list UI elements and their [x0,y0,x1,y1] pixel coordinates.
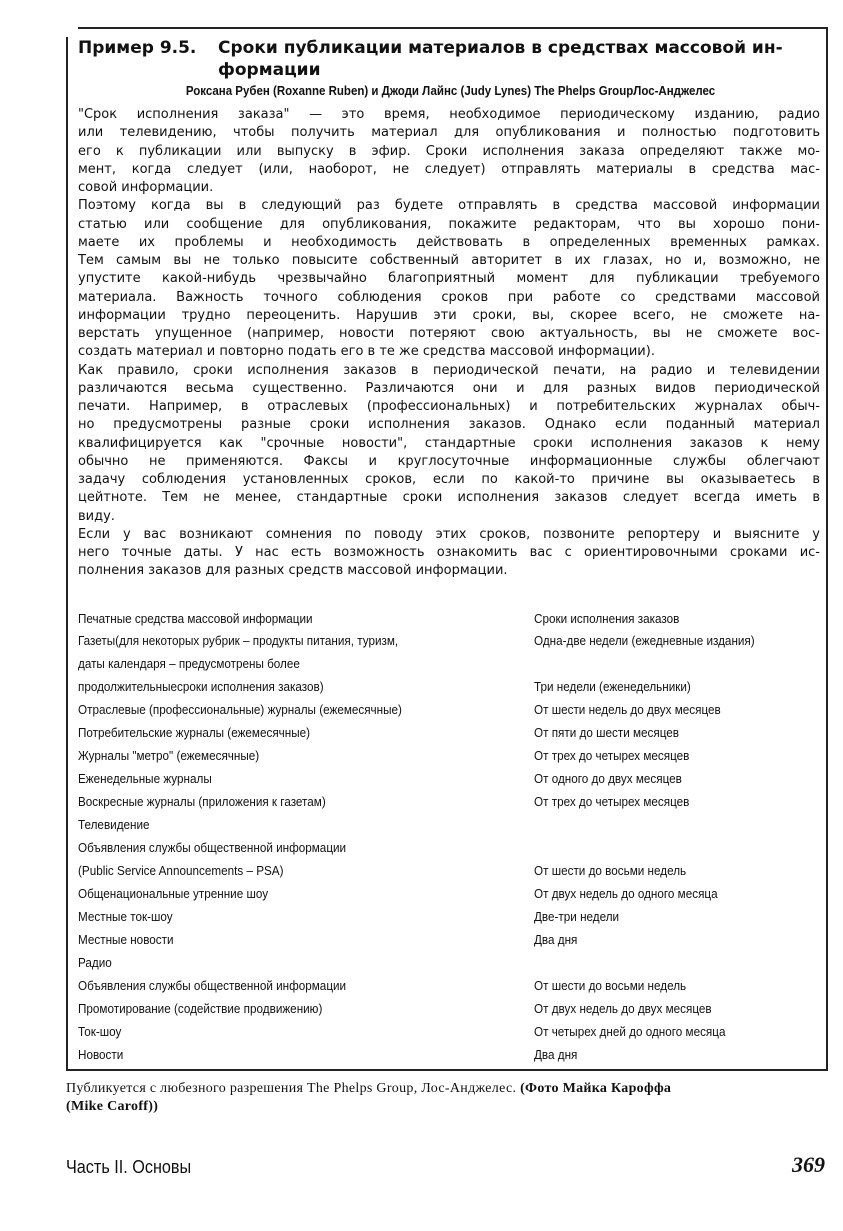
paragraph-line: маете их проблемы и необходимость действовать в определенных временных рамках. [78,234,820,250]
paragraph-line: материала. Важность точного соблюдения сроков при работе со средствами массовой [78,289,820,305]
table-cell-media: Ток-шоу [78,1024,122,1039]
table-cell-deadline: От пяти до шести месяцев [534,725,680,740]
table-row [78,978,823,998]
table-cell-deadline: Две-три недели [534,909,620,924]
paragraph-line: цейтноте. Тем не менее, стандартные сроки исполнения заказов следует всегда иметь в [78,490,820,506]
example-authors: Роксана Рубен (Roxanne Ruben) и Джоди Лайнс (Judy Lynes) The Phelps GroupЛос-Анджелес [185,84,716,98]
paragraph-line: верстать упущенное (например, новости потеряют свою актуальность, вы не сможете вос- [78,326,820,341]
table-row [78,771,823,791]
table-row [78,817,823,837]
table-cell-deadline: От двух недель до одного месяца [534,886,718,901]
figure-caption [66,1080,828,1116]
table-cell-media: Отраслевые (профессиональные) журналы (ежемесячные) [78,702,402,717]
table-cell-media: даты календаря – предусмотрены более [78,656,300,671]
example-title-line1: Сроки публикации материалов в средствах массовой ин- [218,38,783,58]
table-row [78,909,823,929]
caption-text: Публикуется с любезного разрешения The Phelps Group, Лос-Анджелес. [66,1081,517,1096]
paragraph-line: Как правило, сроки исполнения заказов в периодической печати, на радио и телевидении [78,362,820,378]
table-cell-deadline: От одного до двух месяцев [534,771,682,786]
table-row [78,840,823,860]
table-header-deadline: Сроки исполнения заказов [534,611,680,626]
table-cell-media: Общенациональные утренние шоу [78,886,269,901]
table-cell-deadline: От шести до восьми недель [534,978,687,993]
body-paragraph [78,362,820,526]
table-cell-deadline: Одна-две недели (ежедневные издания) [534,633,755,648]
table-cell-media: продолжительныесроки исполнения заказов) [78,679,324,694]
body-paragraph [78,197,820,361]
table-cell-media: Потребительские журналы (ежемесячные) [78,725,311,740]
paragraph-line: квалифицируется как "срочные новости", стандартные сроки исполнения заказов к нему [78,435,820,451]
paragraph-line: статью или сообщение для опубликования, покажите редакторам, что вы хорошо пони- [78,216,820,232]
table-cell-media: Промотирование (содействие продвижению) [78,1001,323,1016]
paragraph-line: создать материал и повторно подать его в те же средства массовой информации). [78,344,655,360]
page-number: 369 [792,1152,825,1177]
body-paragraph [78,526,820,581]
table-cell-media: Газеты(для некоторых рубрик – продукты питания, туризм, [78,633,399,648]
paragraph-line: него точные даты. У нас есть возможность ознакомить вас с ориентировочными сроками ис- [78,545,820,560]
table-cell-deadline: От шести недель до двух месяцев [534,702,721,717]
table-row [78,748,823,768]
table-row [78,955,823,975]
table-row [78,679,823,699]
table-cell-media: Радио [78,955,112,970]
body-paragraph [78,106,820,197]
table-cell-deadline: Три недели (еженедельники) [534,679,691,694]
table-cell-deadline: От трех до четырех месяцев [534,794,690,809]
table-cell-media: Телевидение [78,817,150,832]
table-header-row [78,611,823,631]
running-footer-part: Часть II. Основы [66,1157,192,1177]
table-cell-media: Объявления службы общественной информации [78,840,347,855]
paragraph-line: мент, когда следует (или, наоборот, не следует) отправлять материалы в средства мас- [78,161,820,177]
table-row [78,1001,823,1021]
table-row [78,794,823,814]
table-cell-media: Еженедельные журналы [78,771,212,786]
table-cell-deadline: От двух недель до двух месяцев [534,1001,712,1016]
table-cell-deadline: От четырех дней до одного месяца [534,1024,726,1039]
paragraph-line: задачу соблюдения установленных сроков, если по какой-то причине вы оказываетесь в [78,472,820,487]
paragraph-line: его к публикации или выпуску в эфир. Сроки исполнения заказа определяют также мо- [78,143,820,159]
paragraph-line: Тем самым вы не только повысите собственный авторитет в их глазах, но и, возможно, не [78,253,820,268]
table-cell-media: Местные новости [78,932,174,947]
paragraph-line: обычно не применяются. Факсы и круглосуточные информационные службы облегчают [78,453,820,469]
table-cell-deadline: От трех до четырех месяцев [534,748,690,763]
table-row [78,886,823,906]
table-cell-media: Новости [78,1047,124,1062]
paragraph-line: но предусмотрены разные сроки исполнения заказов. Однако если поданный материал [78,417,820,433]
table-cell-media: Журналы "метро" (ежемесячные) [78,748,260,763]
paragraph-line: полнения заказов для разных средств массовой информации. [78,563,508,579]
example-number: Пример 9.5. [78,38,197,58]
table-cell-deadline: Два дня [534,932,578,947]
table-row [78,702,823,722]
table-row [78,656,823,676]
table-cell-media: Местные ток-шоу [78,909,173,924]
table-row [78,863,823,883]
table-cell-deadline: От шести до восьми недель [534,863,687,878]
paragraph-line: "Срок исполнения заказа" — это время, необходимое периодическому изданию, радио [78,107,820,122]
table-row [78,932,823,952]
paragraph-line: совой информации. [78,180,214,195]
table-row [78,633,823,653]
table-row [78,725,823,745]
paragraph-line: печати. Например, в отраслевых (профессиональных) и потребительских журналах обыч- [78,399,820,414]
paragraph-line: информации трудно переоценить. Нарушив эти сроки, вы, скорее всего, не сможете на- [78,307,820,323]
paragraph-line: виду. [78,508,115,524]
table-row [78,1024,823,1044]
paragraph-line: Поэтому когда вы в следующий раз будете отправлять в средства массовой информации [78,198,820,214]
paragraph-line: или телевидению, чтобы получить материал для опубликования и полностью подготовить [78,125,820,141]
table-cell-media: Объявления службы общественной информации [78,978,347,993]
table-row [78,1047,823,1067]
caption-credit-line2: (Mike Caroff)) [66,1099,159,1114]
paragraph-line: различаются весьма существенно. Различаются они и для разных видов периодической [78,380,820,396]
caption-credit-line1: (Фото Майка Кароффа [520,1081,672,1096]
paragraph-line: упустите какой-нибудь чрезвычайно благоприятный момент для публикации требуемого [78,271,820,287]
table-header-media: Печатные средства массовой информации [78,611,313,626]
table-cell-deadline: Два дня [534,1047,578,1062]
table-cell-media: (Public Service Announcements – PSA) [78,863,284,878]
paragraph-line: Если у вас возникают сомнения по поводу этих сроков, позвоните репортеру и выясните у [78,526,820,542]
table-cell-media: Воскресные журналы (приложения к газетам) [78,794,326,809]
example-title [78,37,823,81]
example-title-line2: формации [218,60,321,80]
example-body [78,106,820,581]
